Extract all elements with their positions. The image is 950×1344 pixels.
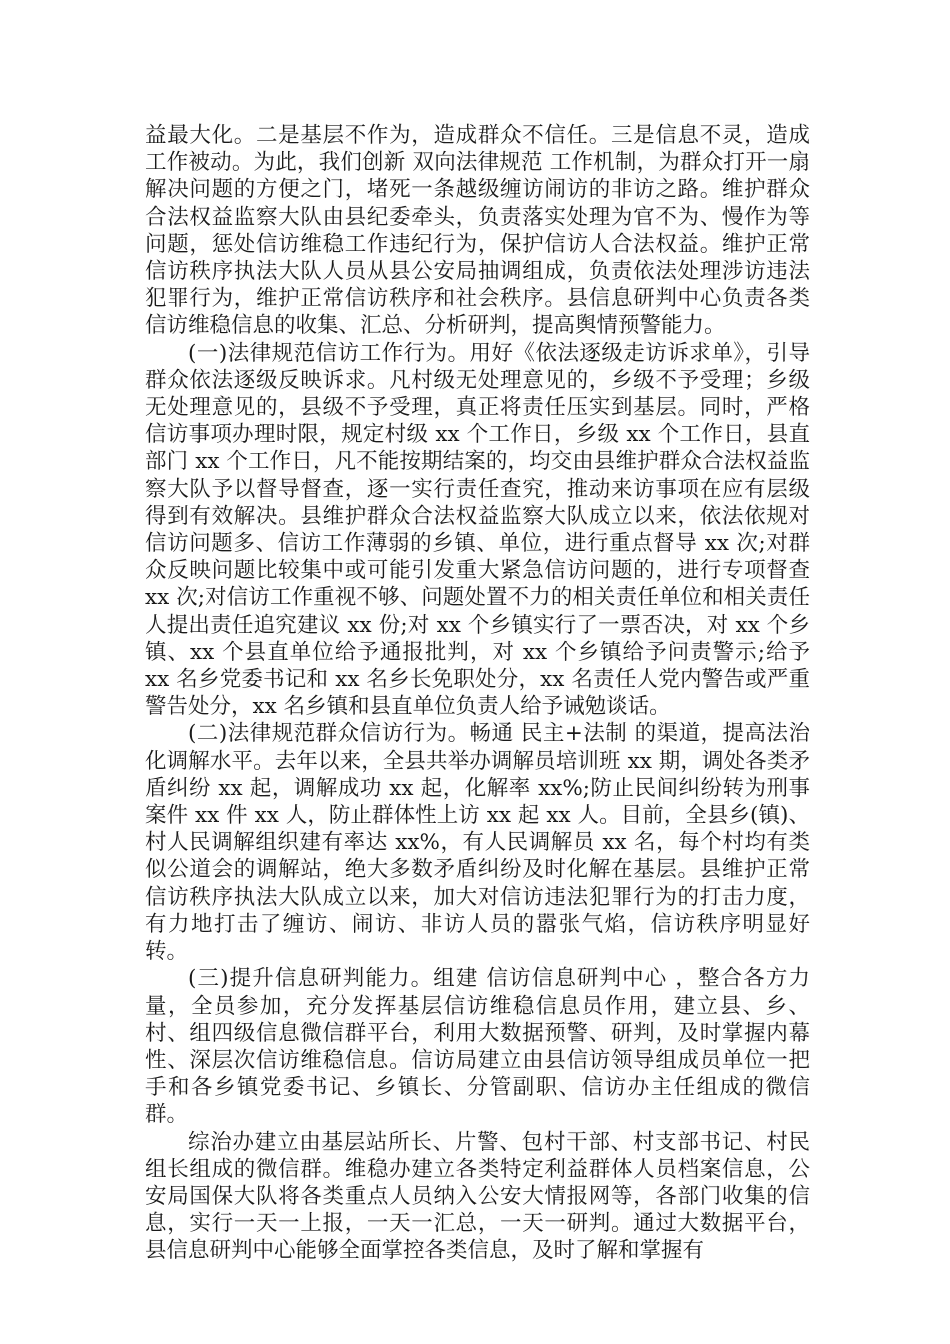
paragraph-section-2: (二)法律规范群众信访行为。畅通 民主+法制 的渠道，提高法治化调解水平。去年以来，全县共举办调解员培训班 xx 期，调处各类矛盾纠纷 xx 起，调解成功 xx 起，化解率 xx%;防止民间纠纷转为刑事案件 xx 件 xx 人，防止群体性上访 xx 起 xx 人。目前，全县乡(镇)、村人民调解组织建有率达 xx%，有人民调解员 xx 名，每个村均有类似公道会的调解站，绝大多数矛盾纠纷及时化解在基层。县维护正常信访秩序执法大队成立以来，加大对信访违法犯罪行为的打击力度，有力地打击了缠访、闹访、非访人员的嚣张气焰，信访秩序明显好转。	[145, 721, 810, 965]
document-body	[145, 122, 810, 1265]
paragraph-continuation: 综治办建立由基层站所长、片警、包村干部、村支部书记、村民组长组成的微信群。维稳办建立各类特定利益群体人员档案信息，公安局国保大队将各类重点人员纳入公安大情报网等，各部门收集的信息，实行一天一上报，一天一汇总，一天一研判。通过大数据平台，县信息研判中心能够全面掌控各类信息，及时了解和掌握有	[145, 1129, 810, 1264]
paragraph-section-3: (三)提升信息研判能力。组建 信访信息研判中心 ，整合各方力量，全员参加，充分发挥基层信访维稳信息员作用，建立县、乡、村、组四级信息微信群平台，利用大数据预警、研判，及时掌握内幕性、深层次信访维稳信息。信访局建立由县信访领导组成员单位一把手和各乡镇党委书记、乡镇长、分管副职、信访办主任组成的微信群。	[145, 966, 810, 1128]
paragraph-intro: 益最大化。二是基层不作为，造成群众不信任。三是信息不灵，造成工作被动。为此，我们创新 双向法律规范 工作机制，为群众打开一扇解决问题的方便之门，堵死一条越级缠访闹访的非访之路。维护群众合法权益监察大队由县纪委牵头，负责落实处理为官不为、慢作为等问题，惩处信访维稳工作违纪行为，保护信访人合法权益。维护正常信访秩序执法大队人员从县公安局抽调组成，负责依法处理涉访违法犯罪行为，维护正常信访秩序和社会秩序。县信息研判中心负责各类信访维稳信息的收集、汇总、分析研判，提高舆情预警能力。	[145, 123, 810, 339]
paragraph-section-1: (一)法律规范信访工作行为。用好《依法逐级走访诉求单》，引导群众依法逐级反映诉求。凡村级无处理意见的，乡级不予受理；乡级无处理意见的，县级不予受理，真正将责任压实到基层。同时，严格信访事项办理时限，规定村级 xx 个工作日，乡级 xx 个工作日，县直部门 xx 个工作日，凡不能按期结案的，均交由县维护群众合法权益监察大队予以督导督查，逐一实行责任查究，推动来访事项在应有层级得到有效解决。县维护群众合法权益监察大队成立以来，依法依规对信访问题多、信访工作薄弱的乡镇、单位，进行重点督导 xx 次;对群众反映问题比较集中或可能引发重大紧急信访问题的，进行专项督查 xx 次;对信访工作重视不够、问题处置不力的相关责任单位和相关责任人提出责任追究建议 xx 份;对 xx 个乡镇实行了一票否决，对 xx 个乡镇、xx 个县直单位给予通报批判，对 xx 个乡镇给予问责警示;给予 xx 名乡党委书记和 xx 名乡长免职处分，xx 名责任人党内警告或严重警告处分，xx 名乡镇和县直单位负责人给予诫勉谈话。	[145, 340, 810, 720]
